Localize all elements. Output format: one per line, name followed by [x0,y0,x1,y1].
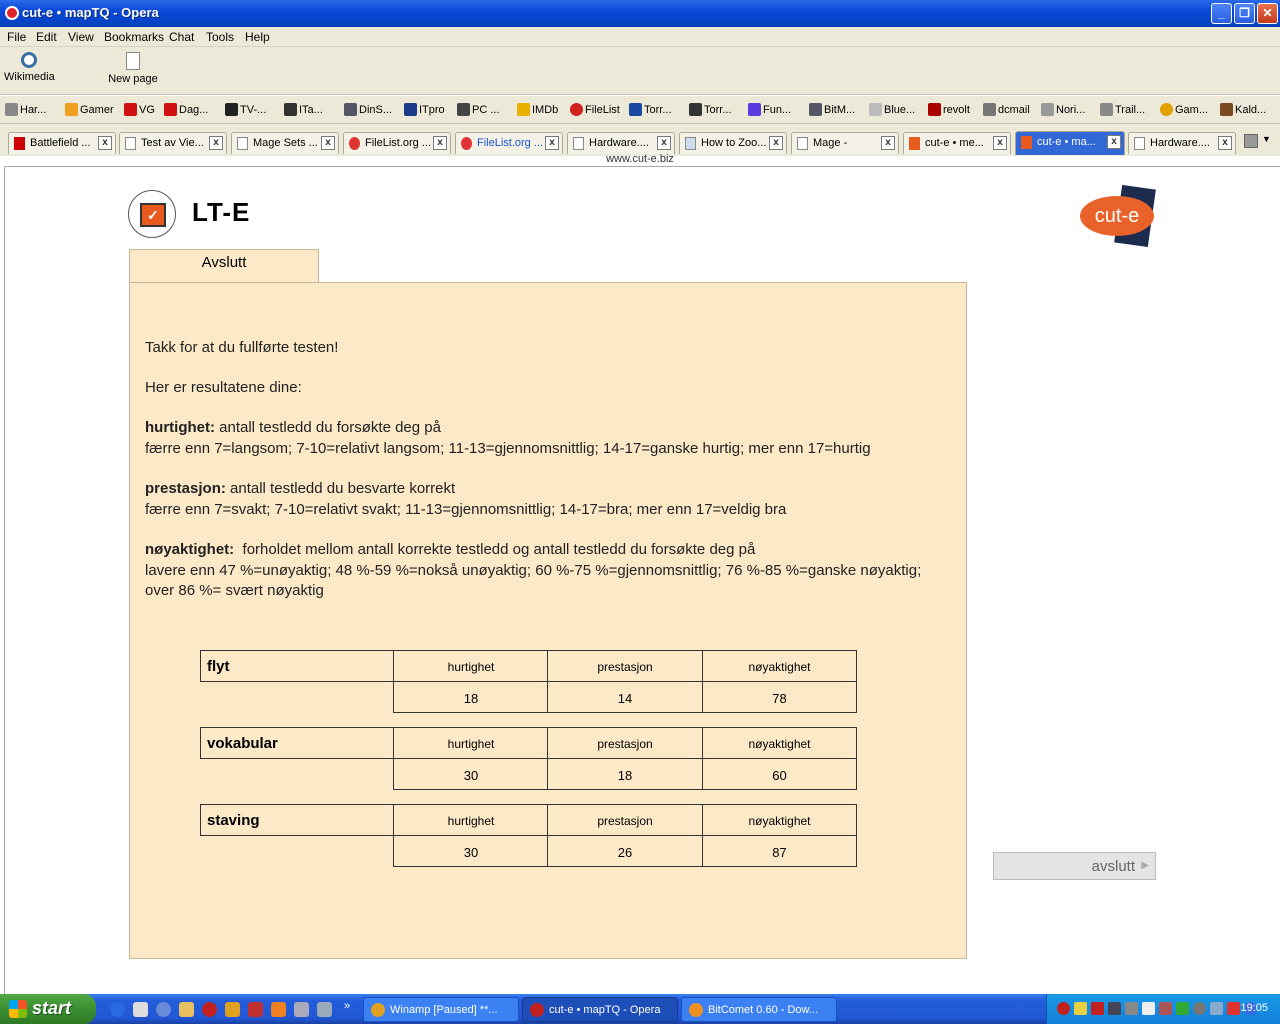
noyaktighet-heading: nøyaktighet: forholdet mellom antall korrekte testledd og antall testledd du forsøkte deg på [145,541,756,558]
column-header: nøyaktighet [702,804,857,836]
menu-file[interactable]: File [7,30,27,44]
window-title-bar [0,0,1280,27]
bitcomet-icon [689,1003,703,1017]
prestasjon-heading: prestasjon: antall testledd du besvarte korrekt [145,480,456,497]
bookmark-item[interactable]: Blue... [869,103,915,116]
bookmark-item[interactable]: PC ... [457,103,500,116]
opera-icon [530,1003,544,1017]
page-icon [125,137,136,150]
close-tab-icon[interactable]: x [881,136,895,150]
menu-tools[interactable]: Tools [206,30,235,44]
tray-icon[interactable] [1210,1002,1223,1015]
window-title: cut-e • mapTQ - Opera [22,5,159,20]
hurtighet-scale: færre enn 7=langsom; 7-10=relativt langsom; 11-13=gjennomsnittlig; 14-17=ganske hurtig; mer enn 17=hurtig [145,440,871,457]
vlc-icon[interactable] [271,1002,286,1017]
result-value: 18 [393,681,549,713]
browser-tab-active[interactable]: cut-e • ma... x [1015,131,1125,155]
windows-logo-icon [9,1000,27,1018]
tab-avslutt[interactable]: Avslutt [129,249,319,283]
wikimedia-button[interactable]: Wikimedia [4,52,54,83]
explorer-icon[interactable] [133,1002,148,1017]
bookmark-item[interactable]: Kald... [1220,103,1266,116]
close-tab-icon[interactable]: x [993,136,1007,150]
menu-chat[interactable]: Chat [169,30,195,44]
cute-logo [1080,185,1158,247]
page-icon [573,137,584,150]
bookmark-item[interactable]: Har... [5,103,46,116]
tray-icon[interactable] [1227,1002,1240,1015]
thanks-text: Takk for at du fullførte testen! [145,339,339,356]
close-tab-icon[interactable]: x [98,136,112,150]
column-header: nøyaktighet [702,727,857,759]
media-icon[interactable] [156,1002,171,1017]
task-button[interactable]: Winamp [Paused] **... [363,997,519,1022]
bookmark-item[interactable]: DinS... [344,103,392,116]
bookmark-item[interactable]: Torr... [689,103,732,116]
browser-tab[interactable]: Mage Sets ... x [231,132,339,154]
maximize-button[interactable]: ❐ [1234,3,1255,24]
browser-tab[interactable]: FileList.org ... x [343,132,451,154]
result-table-name: flyt [200,650,394,682]
bookmarks-bar [0,96,1280,124]
chevron-right-icon[interactable]: » [344,1000,351,1012]
close-button[interactable]: ✕ [1257,3,1278,24]
column-header: prestasjon [547,804,703,836]
result-table-flyt [200,650,857,713]
minimize-button[interactable]: _ [1211,3,1232,24]
bookmark-item[interactable]: TV-... [225,103,266,116]
tray-icon[interactable] [1193,1002,1206,1015]
system-tray [1046,994,1280,1024]
menu-help[interactable]: Help [245,30,270,44]
app-icon[interactable] [294,1002,309,1017]
close-tab-icon[interactable]: x [209,136,223,150]
page-icon [797,137,808,150]
toolbar [0,47,1280,95]
tray-icon[interactable] [1176,1002,1189,1015]
close-tab-icon[interactable]: x [1107,135,1121,149]
bookmark-item[interactable]: IMDb [517,103,558,116]
hurtighet-heading: hurtighet: antall testledd du forsøkte deg på [145,419,441,436]
menu-view[interactable]: View [68,30,94,44]
bookmark-item[interactable]: dcmail [983,103,1030,116]
menu-bookmarks[interactable]: Bookmarks [104,30,165,44]
result-value: 87 [702,835,857,867]
lte-logo [128,190,176,238]
noyaktighet-scale: lavere enn 47 %=unøyaktig; 48 %-59 %=nokså unøyaktig; 60 %-75 %=gjennomsnittlig; 76 %-85 %=ganske nøyaktig; [145,562,922,579]
bookmark-item[interactable]: Fun... [748,103,791,116]
taskbar [0,994,1280,1024]
column-header: hurtighet [393,650,549,682]
browser-tab[interactable]: How to Zoo... x [679,132,787,154]
app-icon[interactable] [317,1002,332,1017]
bookmark-item[interactable]: Gamer [65,103,114,116]
tray-icon[interactable] [1057,1002,1070,1015]
result-table-name: vokabular [200,727,394,759]
menu-edit[interactable]: Edit [36,30,57,44]
check-icon: ✓ [140,203,166,227]
page-address: www.cut-e.biz [606,153,674,165]
bookmark-item[interactable]: ITpro [404,103,445,116]
close-tab-icon[interactable]: x [433,136,447,150]
opera-icon [5,6,19,20]
bookmark-item[interactable]: Nori... [1041,103,1085,116]
bookmark-item[interactable]: VG [124,103,155,116]
winamp-icon [371,1003,385,1017]
column-header: prestasjon [547,727,703,759]
tab-bar [0,124,1280,156]
bookmark-item[interactable]: ITa... [284,103,323,116]
start-button[interactable]: start [0,994,96,1024]
ie-icon[interactable] [110,1002,125,1017]
page-icon [909,137,920,150]
browser-tab[interactable]: Hardware.... x [567,132,675,154]
bookmark-item[interactable]: FileList [570,103,620,116]
winamp-icon[interactable] [225,1002,240,1017]
page-icon [237,137,248,150]
browser-tab[interactable]: cut-e • me... x [903,132,1011,154]
bookmark-item[interactable]: Trail... [1100,103,1145,116]
tray-icon[interactable] [1142,1002,1155,1015]
page-icon [349,137,360,150]
result-value: 14 [547,681,703,713]
bookmark-item[interactable]: Torr... [629,103,672,116]
task-button-active[interactable]: cut-e • mapTQ - Opera [522,997,678,1022]
result-value: 78 [702,681,857,713]
page-icon [14,137,25,150]
close-tab-icon[interactable]: x [769,136,783,150]
page-icon [1134,137,1145,150]
result-value: 30 [393,758,549,790]
column-header: hurtighet [393,804,549,836]
tray-icon[interactable] [1074,1002,1087,1015]
browser-tab[interactable]: Battlefield ... x [8,132,116,154]
clock-icon[interactable] [179,1002,194,1017]
tray-icon[interactable] [1108,1002,1121,1015]
result-value: 18 [547,758,703,790]
opera-icon[interactable] [202,1002,217,1017]
prestasjon-scale: færre enn 7=svakt; 7-10=relativt svakt; 11-13=gjennomsnittlig; 14-17=bra; mer enn 17=veldig bra [145,501,787,518]
column-header: nøyaktighet [702,650,857,682]
result-table-staving [200,804,857,867]
finish-button[interactable]: avslutt ▶ [993,852,1156,880]
column-header: hurtighet [393,727,549,759]
task-button[interactable]: BitComet 0.60 - Dow... [681,997,837,1022]
tray-icon[interactable] [1091,1002,1104,1015]
close-tab-icon[interactable]: x [321,136,335,150]
tray-icon[interactable] [1125,1002,1138,1015]
page-icon [1021,136,1032,149]
column-header: prestasjon [547,650,703,682]
page-title: LT-E [192,197,251,227]
page-icon [461,137,472,150]
tray-icon[interactable] [1159,1002,1172,1015]
wikimedia-icon [21,52,37,68]
result-value: 26 [547,835,703,867]
browser-tab[interactable]: Hardware.... x [1128,132,1236,154]
noyaktighet-scale-cont: over 86 %= svært nøyaktig [145,582,324,599]
page-icon [685,137,696,150]
new-page-button[interactable]: New page [104,52,162,85]
close-tab-icon[interactable]: x [657,136,671,150]
clock: 19:05 [1240,1002,1268,1014]
arrow-right-icon: ▶ [1141,860,1149,871]
menu-bar [0,27,1280,47]
results-intro: Her er resultatene dine: [145,379,302,396]
result-table-vokabular [200,727,857,790]
bookmark-item[interactable]: Dag... [164,103,208,116]
close-tab-icon[interactable]: x [545,136,559,150]
svg-text:cut-e: cut-e [1094,205,1140,227]
app-icon[interactable] [248,1002,263,1017]
browser-tab[interactable]: Test av Vie... x [119,132,227,154]
bookmark-item[interactable]: Gam... [1160,103,1208,116]
result-table-name: staving [200,804,394,836]
trash-icon[interactable] [1244,134,1258,148]
bookmark-item[interactable]: BitM... [809,103,855,116]
browser-tab[interactable]: Mage - x [791,132,899,154]
browser-tab[interactable]: FileList.org ... x [455,132,563,154]
chevron-down-icon[interactable]: ▼ [1262,134,1271,144]
close-tab-icon[interactable]: x [1218,136,1232,150]
page-icon [126,52,140,70]
bookmark-item[interactable]: revolt [928,103,970,116]
result-value: 30 [393,835,549,867]
result-value: 60 [702,758,857,790]
